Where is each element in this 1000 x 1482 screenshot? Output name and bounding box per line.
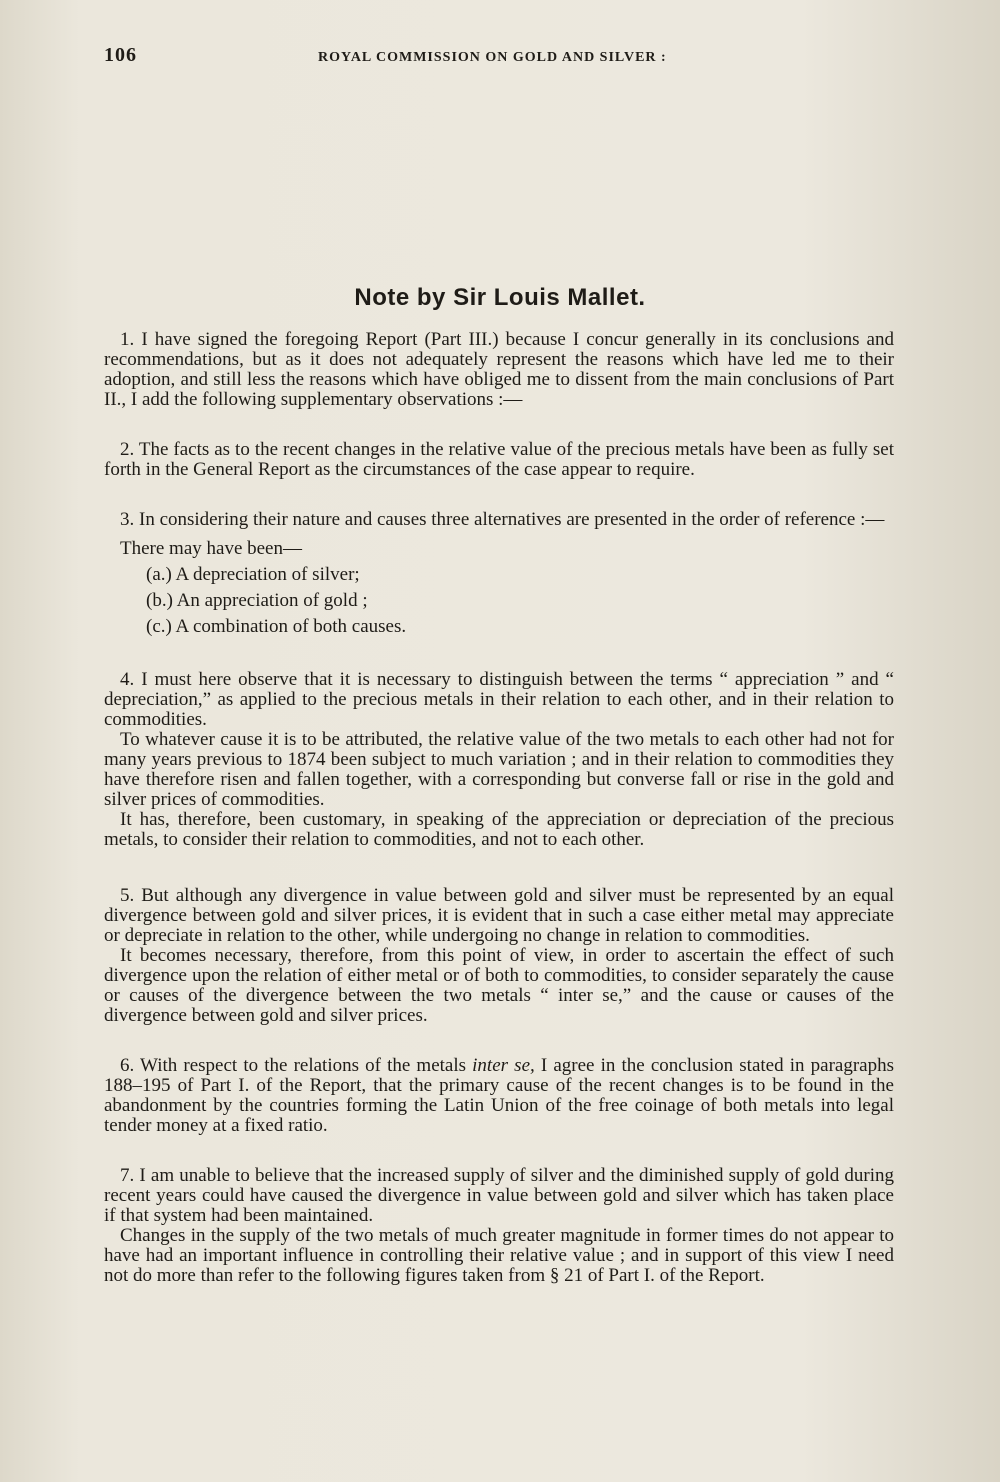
paragraph-4: 4. I must here observe that it is necessary to distinguish between the terms “ appreciation ” and “ depreciation,” as applied to the precious metals in their relation to each other, and in their relation to commodities. [104, 669, 894, 730]
note-body [104, 330, 894, 1286]
paragraph-1: 1. I have signed the foregoing Report (Part III.) because I concur generally in its conclusions and recommendations, but as it does not adequately represent the reasons which have led me to their adoption, and still less the reasons which have obliged me to dissent from the main conclusions of Part II., I add the following supplementary observations :— [104, 329, 894, 410]
running-title: ROYAL COMMISSION ON GOLD AND SILVER : [318, 50, 667, 65]
paragraph-3: 3. In considering their nature and causes three alternatives are presented in the order of reference :— [120, 509, 885, 530]
paragraph-6-start: 6. With respect to the relations of the metals [120, 1055, 473, 1076]
alternative-b: (b.) An appreciation of gold ; [146, 590, 368, 611]
paragraph-5: 5. But although any divergence in value between gold and silver must be represented by an equal divergence between gold and silver prices, it is evident that in such a case either metal may appreciate or depreciate in relation to the other, while undergoing no change in relation to commodities. [104, 885, 894, 946]
page-number: 106 [104, 44, 137, 66]
paragraph-7: 7. I am unable to believe that the increased supply of silver and the diminished supply of gold during recent years could have caused the divergence in value between gold and silver which has taken place if that system had been maintained. [104, 1165, 894, 1226]
paragraph-4-continued: To whatever cause it is to be attributed, the relative value of the two metals to each other had not for many years previous to 1874 been subject to much variation ; and in their relation to commodities they have therefore risen and fallen together, with a corresponding but converse fall or rise in the gold and silver prices of commodities. [104, 729, 894, 810]
alternative-c: (c.) A combination of both causes. [146, 616, 407, 637]
paragraph-5-continued: It becomes necessary, therefore, from this point of view, in order to ascertain the effect of such divergence upon the relation of either metal or of both to commodities, to consider separately the cause or causes of the divergence between the two metals “ inter se,” and the cause or causes of the divergence between gold and silver prices. [104, 945, 894, 1026]
note-title: Note by Sir Louis Mallet. [354, 284, 646, 311]
alternative-a: (a.) A depreciation of silver; [146, 564, 360, 585]
page-header [104, 44, 884, 74]
alternatives-intro: There may have been— [120, 538, 302, 559]
paragraph-6-end: I agree in the conclusion stated in paragraphs 188–195 of Part I. of the Report, that the primary cause of the recent changes is to be found in the abandonment by the countries forming the Latin Union of the free coinage of both metals into legal tender money at a fixed ratio. [104, 1055, 894, 1136]
paragraph-4-conclusion: It has, therefore, been customary, in speaking of the appreciation or depreciation of the precious metals, to consider their relation to commodities, and not to each other. [104, 809, 894, 850]
paragraph-7-continued: Changes in the supply of the two metals of much greater magnitude in former times do not appear to have had an important influence in controlling their relative value ; and in support of this view I need not do more than refer to the following figures taken from § 21 of Part I. of the Report. [104, 1225, 894, 1286]
paragraph-2: 2. The facts as to the recent changes in the relative value of the precious metals have been as fully set forth in the General Report as the circumstances of the case appear to require. [104, 439, 894, 480]
paragraph-6-italic: inter se, [472, 1055, 535, 1076]
paragraph-6 [104, 1056, 894, 1136]
